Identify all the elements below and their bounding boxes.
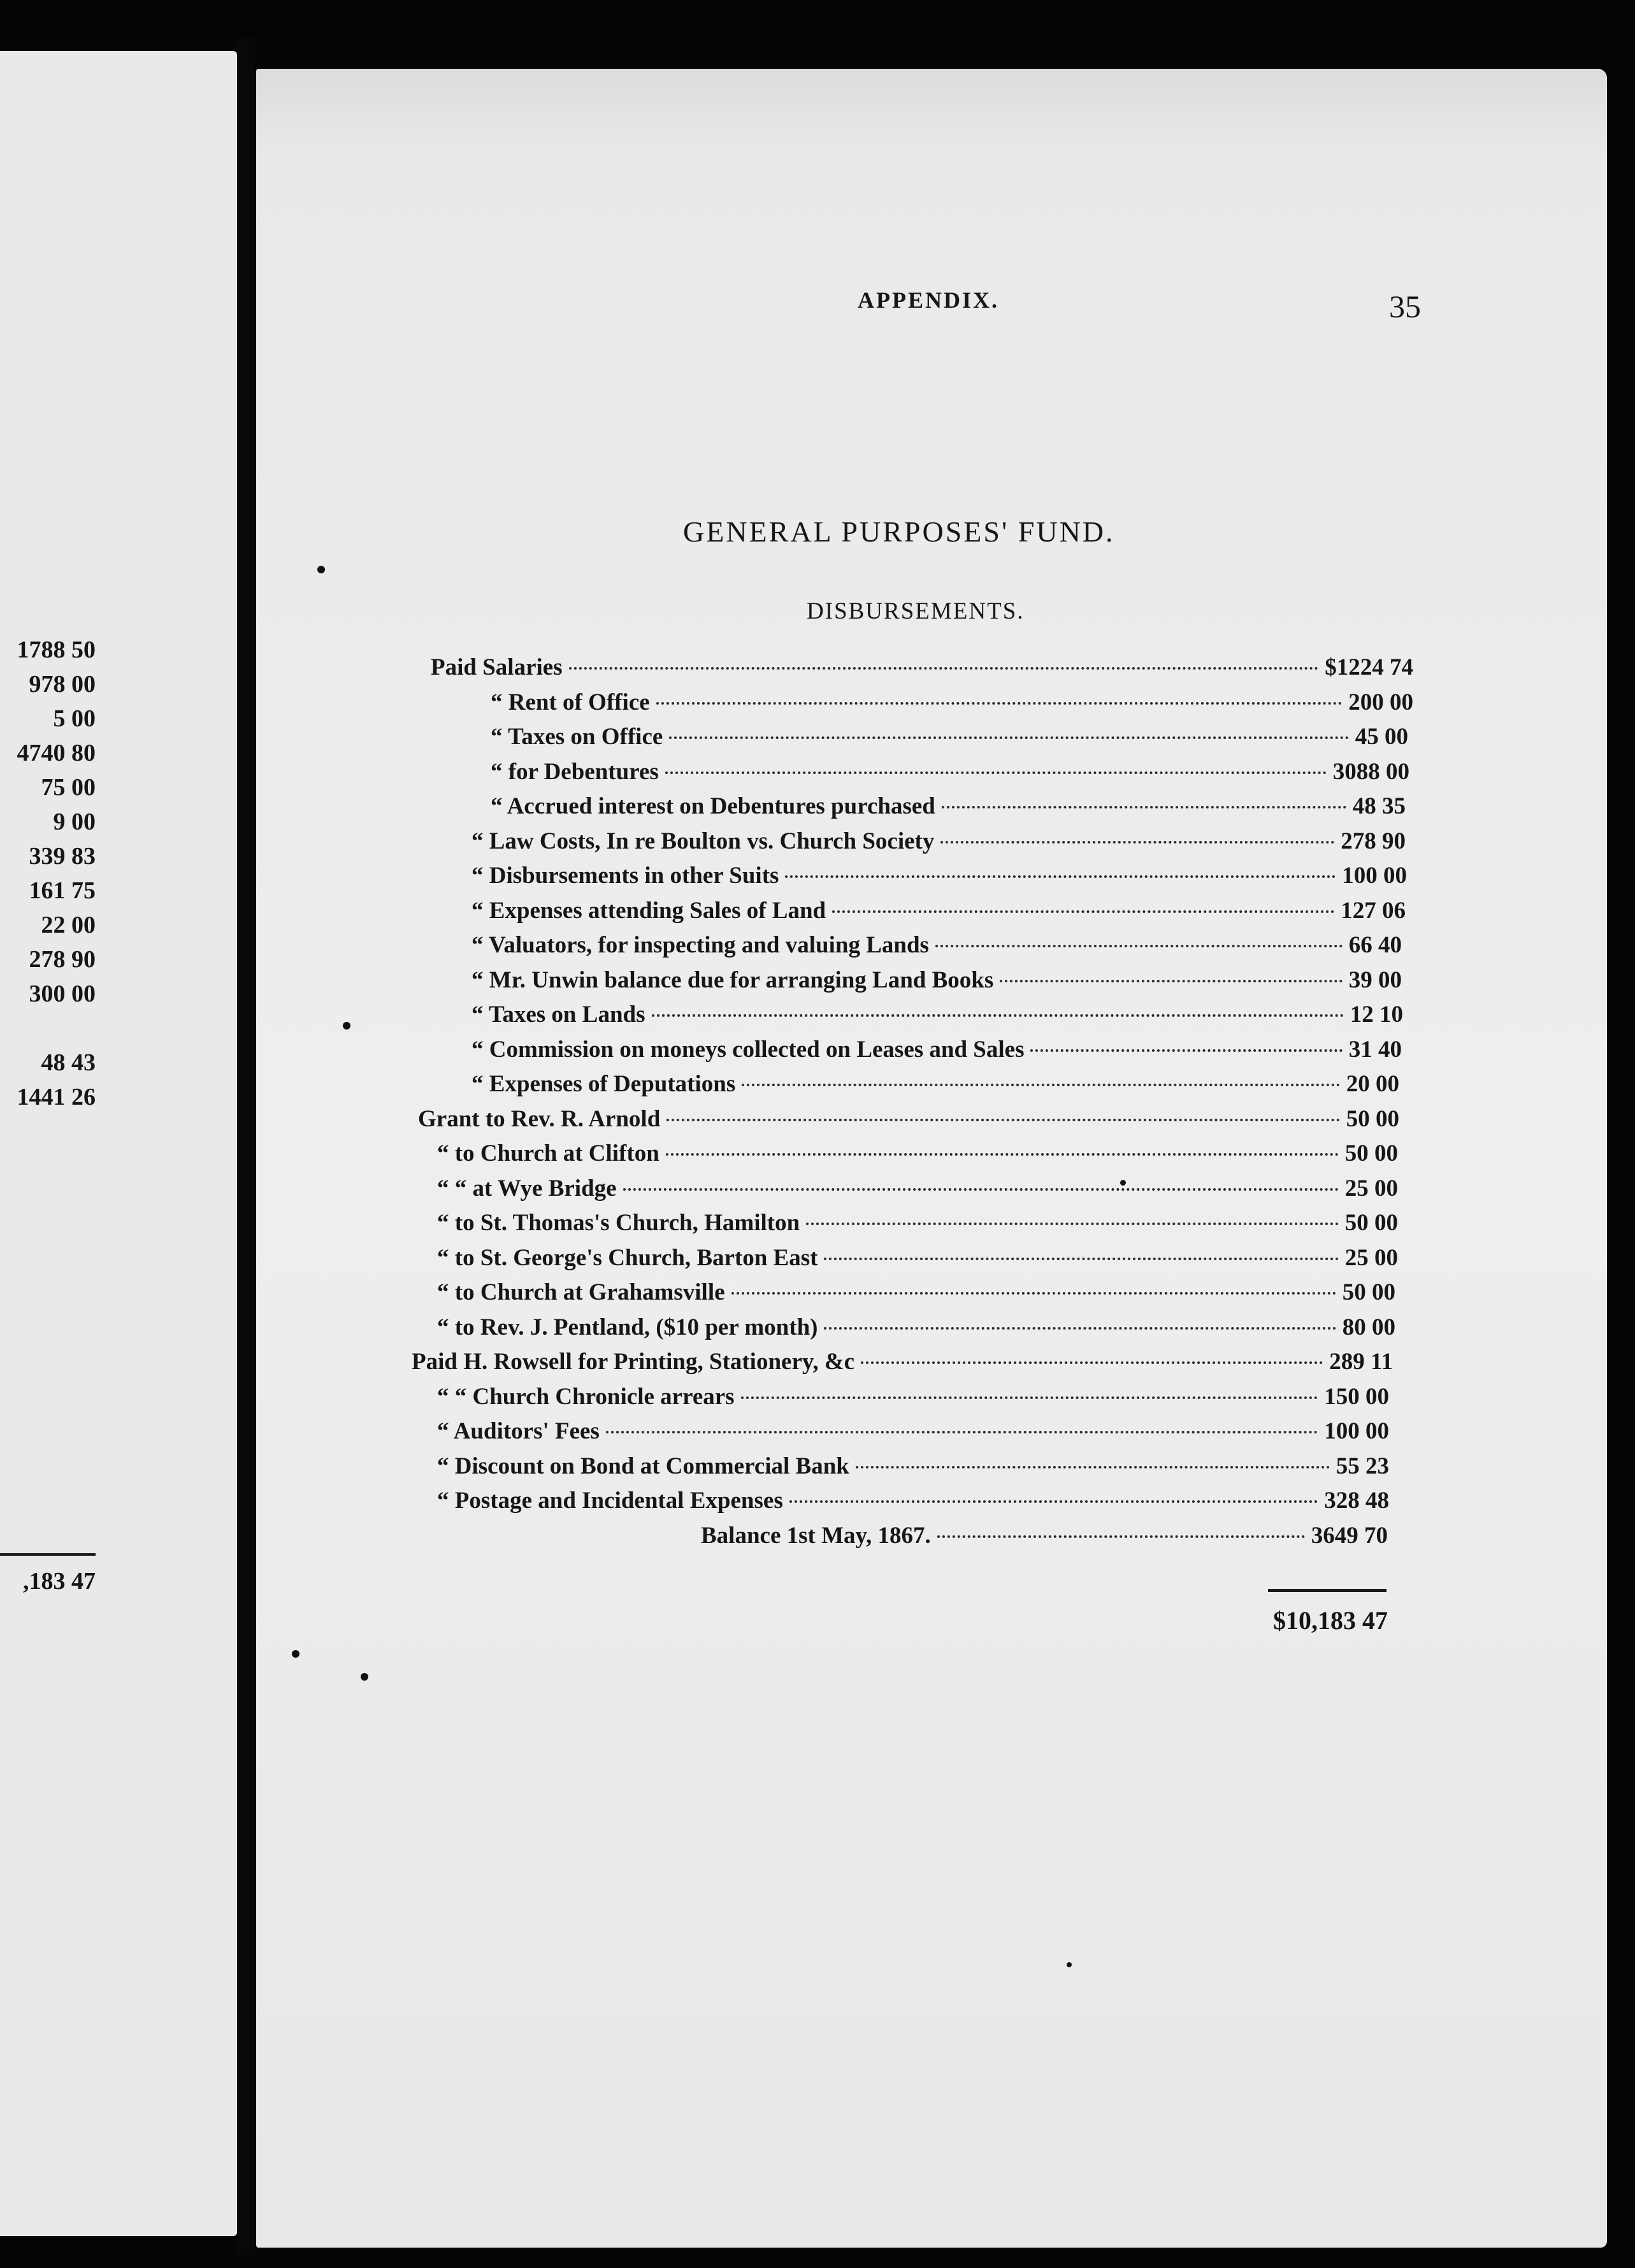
- dot-leader: [741, 1396, 1318, 1399]
- dot-leader: [656, 702, 1343, 705]
- dot-leader: [940, 841, 1334, 843]
- entry-amount: 150 00: [1324, 1384, 1389, 1410]
- dot-leader: [652, 1014, 1344, 1017]
- entry-label: “ Accrued interest on Debentures purchased: [491, 793, 935, 819]
- entry-amount: 50 00: [1342, 1279, 1395, 1305]
- entry-label: Paid H. Rowsell for Printing, Stationery, &c: [412, 1349, 855, 1375]
- print-speck: [1067, 1962, 1072, 1967]
- disbursement-entry: [472, 966, 1402, 1000]
- dot-leader: [824, 1327, 1336, 1330]
- entry-label: “ to Rev. J. Pentland, ($10 per month): [437, 1314, 818, 1340]
- total-rule: [1268, 1589, 1387, 1592]
- entry-label: Grant to Rev. R. Arnold: [418, 1106, 661, 1132]
- entry-label: “ for Debentures: [491, 759, 659, 785]
- entry-label: “ Expenses attending Sales of Land: [472, 898, 826, 924]
- entry-label: “ Law Costs, In re Boulton vs. Church Society: [472, 828, 935, 854]
- entry-label: “ Rent of Office: [491, 689, 650, 715]
- dot-leader: [1000, 980, 1342, 982]
- page-number: 35: [1389, 289, 1421, 324]
- disbursement-entry: [701, 1522, 1388, 1555]
- dot-leader: [666, 1153, 1339, 1156]
- dot-leader: [666, 1119, 1339, 1121]
- disbursement-entry: [437, 1209, 1398, 1242]
- dot-leader: [861, 1361, 1323, 1364]
- facing-amount: 22 00: [41, 912, 96, 938]
- entry-label: “ Commission on moneys collected on Leases and Sales: [472, 1037, 1025, 1063]
- entry-amount: 100 00: [1324, 1418, 1389, 1444]
- dot-leader: [942, 806, 1346, 808]
- disbursement-entry: [437, 1314, 1395, 1347]
- entry-amount: 50 00: [1346, 1106, 1399, 1132]
- disbursement-entry: [418, 1105, 1399, 1138]
- entry-label: “ Mr. Unwin balance due for arranging Land Books: [472, 967, 994, 993]
- disbursement-entry: [491, 723, 1408, 756]
- dot-leader: [856, 1466, 1330, 1468]
- facing-amount: 278 90: [29, 946, 96, 973]
- page-gutter: [237, 38, 255, 2255]
- entry-amount: 328 48: [1324, 1488, 1389, 1514]
- entry-label: “ to Church at Clifton: [437, 1140, 659, 1166]
- disbursement-entry: [472, 1036, 1402, 1069]
- entry-amount: 66 40: [1348, 932, 1402, 958]
- disbursement-entry: [437, 1279, 1395, 1312]
- dot-leader: [569, 667, 1319, 670]
- facing-page-amounts: [0, 0, 237, 2268]
- facing-amount: 1788 50: [17, 636, 96, 663]
- dot-leader: [731, 1292, 1336, 1295]
- dot-leader: [1030, 1049, 1342, 1052]
- dot-leader: [785, 875, 1336, 878]
- facing-amount: 161 75: [29, 877, 96, 904]
- dot-leader: [937, 1535, 1305, 1538]
- facing-amount: 300 00: [29, 980, 96, 1007]
- facing-total: ,183 47: [23, 1568, 96, 1595]
- dot-leader: [832, 910, 1334, 913]
- print-speck: [1120, 1180, 1126, 1186]
- entry-label: Paid Salaries: [431, 654, 563, 680]
- facing-amount: 48 43: [41, 1049, 96, 1076]
- facing-amount: 978 00: [29, 671, 96, 698]
- print-speck: [343, 1022, 350, 1030]
- disbursement-entry: [472, 828, 1406, 861]
- entry-amount: 50 00: [1344, 1140, 1398, 1166]
- entry-amount: 31 40: [1348, 1037, 1402, 1063]
- entry-amount: $1224 74: [1325, 654, 1413, 680]
- dot-leader: [789, 1500, 1318, 1503]
- dot-leader: [824, 1258, 1338, 1260]
- entry-label: “ Taxes on Lands: [472, 1001, 645, 1028]
- facing-total-rule: [0, 1553, 96, 1556]
- entry-label: “ Taxes on Office: [491, 724, 663, 750]
- dot-leader: [742, 1084, 1340, 1086]
- disbursement-entry: [437, 1418, 1389, 1451]
- dot-leader: [669, 736, 1348, 739]
- dot-leader: [935, 945, 1343, 947]
- dot-leader: [806, 1223, 1339, 1225]
- entry-amount: 55 23: [1336, 1453, 1389, 1479]
- entry-label: “ to St. George's Church, Barton East: [437, 1245, 818, 1271]
- disbursement-entry: [491, 758, 1409, 791]
- entry-label: “ Valuators, for inspecting and valuing Lands: [472, 932, 929, 958]
- disbursement-entry: [437, 1175, 1398, 1208]
- entry-amount: 3088 00: [1332, 759, 1409, 785]
- entry-amount: 278 90: [1341, 828, 1406, 854]
- entry-label: “ “ Church Chronicle arrears: [437, 1384, 735, 1410]
- disbursement-entry: [437, 1244, 1398, 1277]
- entry-amount: 50 00: [1344, 1210, 1398, 1236]
- fund-title: GENERAL PURPOSES' FUND.: [683, 515, 1115, 548]
- entry-amount: 45 00: [1355, 724, 1408, 750]
- entry-label: “ Discount on Bond at Commercial Bank: [437, 1453, 849, 1479]
- entry-label: “ “ at Wye Bridge: [437, 1175, 617, 1202]
- facing-amount: 339 83: [29, 843, 96, 870]
- entry-amount: 25 00: [1344, 1245, 1398, 1271]
- facing-amount: 1441 26: [17, 1084, 96, 1110]
- disbursement-entry: [491, 793, 1406, 826]
- print-speck: [292, 1650, 299, 1658]
- entry-label: Balance 1st May, 1867.: [701, 1523, 931, 1549]
- disbursement-entry: [472, 1070, 1399, 1103]
- running-head: APPENDIX.: [858, 287, 999, 313]
- disbursement-entry: [472, 862, 1407, 895]
- entry-amount: 100 00: [1342, 863, 1407, 889]
- facing-amount: 5 00: [53, 705, 96, 732]
- entry-amount: 127 06: [1341, 898, 1406, 924]
- facing-amount: 4740 80: [17, 740, 96, 766]
- entry-amount: 80 00: [1342, 1314, 1395, 1340]
- dot-leader: [606, 1431, 1318, 1433]
- disbursement-entry: [437, 1140, 1398, 1173]
- disbursement-entry: [472, 931, 1402, 965]
- disbursement-entry: [491, 689, 1413, 722]
- dot-leader: [623, 1188, 1339, 1191]
- disbursement-entry: [472, 897, 1406, 930]
- print-speck: [361, 1673, 368, 1681]
- entry-label: “ Disbursements in other Suits: [472, 863, 779, 889]
- entry-label: “ Auditors' Fees: [437, 1418, 600, 1444]
- disbursement-entry: [437, 1383, 1389, 1416]
- entry-label: “ Expenses of Deputations: [472, 1071, 736, 1097]
- entry-label: “ to St. Thomas's Church, Hamilton: [437, 1210, 800, 1236]
- entry-amount: 12 10: [1350, 1001, 1403, 1028]
- dot-leader: [665, 772, 1327, 774]
- entry-amount: 48 35: [1352, 793, 1406, 819]
- facing-amount: 75 00: [41, 774, 96, 801]
- entry-amount: 20 00: [1346, 1071, 1399, 1097]
- disbursement-entry: [412, 1348, 1393, 1381]
- entry-label: “ to Church at Grahamsville: [437, 1279, 725, 1305]
- entry-amount: 3649 70: [1311, 1523, 1388, 1549]
- facing-amount: 9 00: [53, 808, 96, 835]
- disbursement-entry: [437, 1487, 1389, 1520]
- disbursement-entry: [437, 1453, 1389, 1486]
- print-speck: [317, 566, 325, 573]
- entry-amount: 200 00: [1348, 689, 1413, 715]
- entry-amount: 39 00: [1348, 967, 1402, 993]
- entry-label: “ Postage and Incidental Expenses: [437, 1488, 783, 1514]
- entry-amount: 25 00: [1344, 1175, 1398, 1202]
- disbursement-entry: [472, 1001, 1403, 1034]
- grand-total: $10,183 47: [1273, 1606, 1388, 1635]
- disbursement-entry: [431, 654, 1413, 687]
- entry-amount: 289 11: [1329, 1349, 1393, 1375]
- section-title: DISBURSEMENTS.: [807, 598, 1025, 624]
